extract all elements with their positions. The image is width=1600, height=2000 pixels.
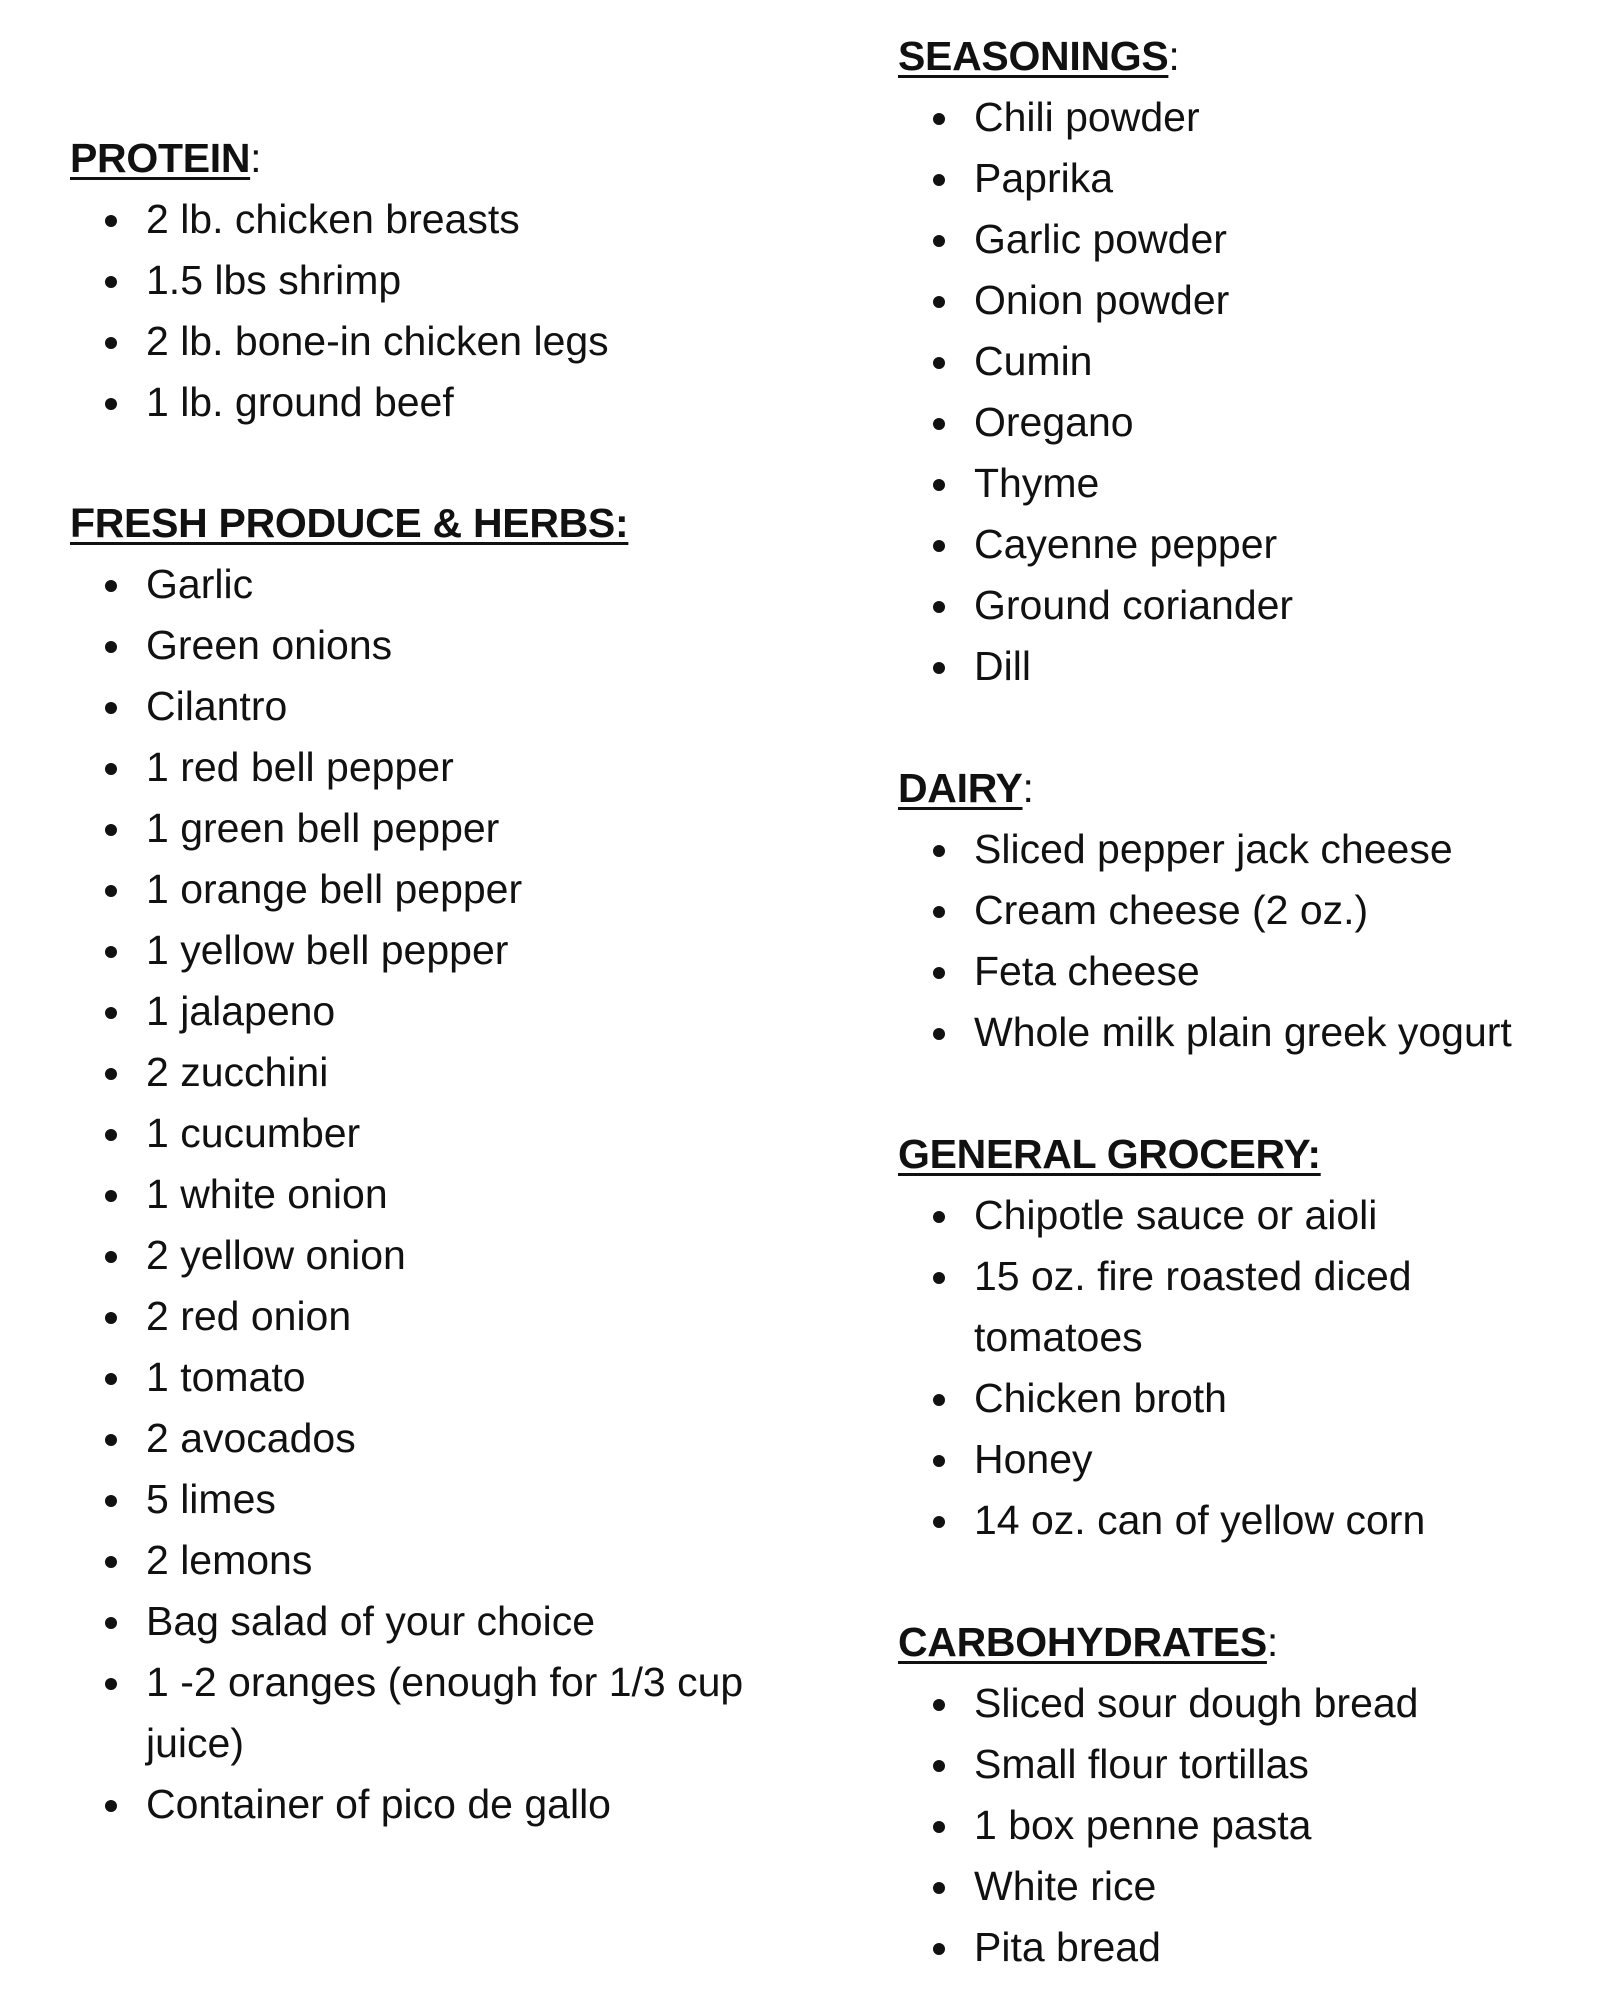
bullet-icon (933, 1943, 945, 1955)
bullet-icon (105, 580, 117, 592)
bullet-icon (105, 337, 117, 349)
list-item (898, 1795, 1588, 1856)
protein-heading (70, 128, 850, 189)
list-item-text: Container of pico de gallo (146, 1781, 611, 1827)
list-item (898, 880, 1588, 941)
carbohydrates-list (898, 1673, 1588, 1978)
bullet-icon (933, 418, 945, 430)
bullet-icon (105, 824, 117, 836)
bullet-icon (105, 1800, 117, 1812)
bullet-icon (933, 967, 945, 979)
bullet-icon (933, 540, 945, 552)
list-item-text: Feta cheese (974, 948, 1200, 994)
bullet-icon (933, 1760, 945, 1772)
protein-heading-text: PROTEIN (70, 135, 251, 181)
list-item (898, 1368, 1588, 1429)
list-item (898, 453, 1588, 514)
list-item-text: Cayenne pepper (974, 521, 1278, 567)
list-item (70, 372, 850, 433)
bullet-icon (105, 763, 117, 775)
list-item (898, 1185, 1588, 1246)
list-item (70, 615, 850, 676)
list-item (898, 392, 1588, 453)
bullet-icon (933, 357, 945, 369)
bullet-icon (105, 1556, 117, 1568)
bullet-icon (933, 1394, 945, 1406)
list-item (898, 1673, 1588, 1734)
carbohydrates-heading-text: CARBOHYDRATES (898, 1619, 1267, 1665)
list-item-text: 2 lemons (146, 1537, 313, 1583)
list-item (70, 981, 850, 1042)
list-item-text: 1 red bell pepper (146, 744, 454, 790)
list-item (898, 1917, 1588, 1978)
list-item (70, 1408, 850, 1469)
list-item-text: Pita bread (974, 1924, 1161, 1970)
list-item-text: Ground coriander (974, 582, 1294, 628)
list-item-text: Oregano (974, 399, 1134, 445)
bullet-icon (933, 1272, 945, 1284)
bullet-icon (933, 113, 945, 125)
bullet-icon (933, 1699, 945, 1711)
bullet-icon (933, 601, 945, 613)
list-item (70, 737, 850, 798)
bullet-icon (105, 1312, 117, 1324)
bullet-icon (105, 1251, 117, 1263)
general-grocery-section (898, 1124, 1588, 1551)
list-item-text: 1 lb. ground beef (146, 379, 454, 425)
bullet-icon (933, 1882, 945, 1894)
list-item-text: Chili powder (974, 94, 1200, 140)
bullet-icon (933, 906, 945, 918)
list-item-text: 2 lb. chicken breasts (146, 196, 520, 242)
list-item-text: Sliced sour dough bread (974, 1680, 1419, 1726)
list-item (898, 148, 1588, 209)
list-item (70, 1103, 850, 1164)
list-item (898, 941, 1588, 1002)
produce-heading-text: FRESH PRODUCE & HERBS: (70, 500, 629, 546)
list-item (898, 209, 1588, 270)
bullet-icon (933, 845, 945, 857)
bullet-icon (105, 398, 117, 410)
list-item-text: Chicken broth (974, 1375, 1227, 1421)
list-item-text: 1.5 lbs shrimp (146, 257, 402, 303)
dairy-heading-text: DAIRY (898, 765, 1023, 811)
protein-heading-colon: : (250, 135, 262, 181)
list-item-text: Dill (974, 643, 1031, 689)
list-item (70, 859, 850, 920)
produce-section (70, 493, 850, 1835)
bullet-icon (105, 1190, 117, 1202)
list-item-text: 1 tomato (146, 1354, 306, 1400)
list-item (898, 87, 1588, 148)
list-item-text: 2 zucchini (146, 1049, 329, 1095)
list-item-text: 2 red onion (146, 1293, 352, 1339)
list-item (70, 1774, 850, 1835)
produce-list (70, 554, 850, 1835)
carbohydrates-section (898, 1612, 1588, 1978)
bullet-icon (933, 479, 945, 491)
list-item-text: Chipotle sauce or aioli (974, 1192, 1378, 1238)
list-item-text: Onion powder (974, 277, 1230, 323)
list-item (898, 636, 1588, 697)
list-item (70, 1225, 850, 1286)
protein-list (70, 189, 850, 433)
general-grocery-heading (898, 1124, 1588, 1185)
list-item-text: 1 box penne pasta (974, 1802, 1312, 1848)
produce-heading (70, 493, 850, 554)
list-item-text: 1 white onion (146, 1171, 388, 1217)
list-item (70, 1530, 850, 1591)
carbohydrates-heading (898, 1612, 1588, 1673)
list-item (898, 1734, 1588, 1795)
list-item (898, 331, 1588, 392)
list-item (898, 819, 1588, 880)
list-item (70, 1347, 850, 1408)
list-item-text: Cilantro (146, 683, 288, 729)
bullet-icon (105, 1007, 117, 1019)
list-item (70, 250, 850, 311)
dairy-heading (898, 758, 1588, 819)
general-grocery-list (898, 1185, 1588, 1551)
list-item (70, 189, 850, 250)
bullet-icon (105, 1617, 117, 1629)
list-item-text: Honey (974, 1436, 1093, 1482)
list-item (70, 676, 850, 737)
bullet-icon (105, 1495, 117, 1507)
bullet-icon (105, 1068, 117, 1080)
list-item-text: 1 jalapeno (146, 988, 336, 1034)
list-item-text: Whole milk plain greek yogurt (974, 1009, 1512, 1055)
list-item-text: Green onions (146, 622, 393, 668)
bullet-icon (105, 702, 117, 714)
list-item-text: 1 yellow bell pepper (146, 927, 509, 973)
list-item-text: Paprika (974, 155, 1114, 201)
bullet-icon (933, 662, 945, 674)
bullet-icon (105, 276, 117, 288)
bullet-icon (933, 1455, 945, 1467)
list-item (70, 920, 850, 981)
list-item (898, 575, 1588, 636)
bullet-icon (933, 1211, 945, 1223)
list-item-text: Cumin (974, 338, 1093, 384)
list-item-text: White rice (974, 1863, 1157, 1909)
list-item (898, 1856, 1588, 1917)
list-item-text: Garlic powder (974, 216, 1227, 262)
bullet-icon (933, 174, 945, 186)
bullet-icon (105, 641, 117, 653)
list-item-text: 5 limes (146, 1476, 276, 1522)
list-item-text: 2 yellow onion (146, 1232, 406, 1278)
seasonings-list (898, 87, 1588, 697)
dairy-list (898, 819, 1588, 1063)
list-item (70, 1042, 850, 1103)
list-item (898, 1246, 1588, 1368)
bullet-icon (933, 296, 945, 308)
list-item-text: Cream cheese (2 oz.) (974, 887, 1369, 933)
list-item-text: 15 oz. fire roasted diced tomatoes (974, 1253, 1412, 1360)
bullet-icon (933, 1821, 945, 1833)
list-item (70, 311, 850, 372)
list-item (898, 1429, 1588, 1490)
list-item-text: 2 lb. bone-in chicken legs (146, 318, 609, 364)
list-item-text: Garlic (146, 561, 254, 607)
seasonings-heading-colon: : (1168, 33, 1180, 79)
seasonings-section (898, 26, 1588, 697)
list-item (898, 1002, 1588, 1063)
bullet-icon (105, 1373, 117, 1385)
list-item (898, 270, 1588, 331)
bullet-icon (933, 1028, 945, 1040)
bullet-icon (105, 1678, 117, 1690)
list-item (70, 1591, 850, 1652)
dairy-heading-colon: : (1022, 765, 1034, 811)
list-item-text: 1 -2 oranges (enough for 1/3 cup juice) (146, 1659, 744, 1766)
list-item-text: Small flour tortillas (974, 1741, 1309, 1787)
carbohydrates-heading-colon: : (1266, 1619, 1278, 1665)
bullet-icon (105, 885, 117, 897)
general-grocery-heading-text: GENERAL GROCERY: (898, 1131, 1321, 1177)
bullet-icon (105, 1434, 117, 1446)
seasonings-heading (898, 26, 1588, 87)
bullet-icon (105, 946, 117, 958)
list-item (70, 1469, 850, 1530)
list-item-text: 1 cucumber (146, 1110, 361, 1156)
list-item-text: 1 green bell pepper (146, 805, 500, 851)
list-item (70, 554, 850, 615)
bullet-icon (933, 235, 945, 247)
list-item (70, 1286, 850, 1347)
dairy-section (898, 758, 1588, 1063)
list-item (70, 1164, 850, 1225)
list-item (898, 1490, 1588, 1551)
bullet-icon (105, 215, 117, 227)
list-item (70, 798, 850, 859)
list-item (898, 514, 1588, 575)
list-item (70, 1652, 850, 1774)
seasonings-heading-text: SEASONINGS (898, 33, 1169, 79)
list-item-text: 1 orange bell pepper (146, 866, 523, 912)
list-item-text: Bag salad of your choice (146, 1598, 595, 1644)
list-item-text: 2 avocados (146, 1415, 356, 1461)
list-item-text: 14 oz. can of yellow corn (974, 1497, 1426, 1543)
list-item-text: Thyme (974, 460, 1100, 506)
bullet-icon (933, 1516, 945, 1528)
protein-section (70, 128, 850, 433)
bullet-icon (105, 1129, 117, 1141)
list-item-text: Sliced pepper jack cheese (974, 826, 1453, 872)
